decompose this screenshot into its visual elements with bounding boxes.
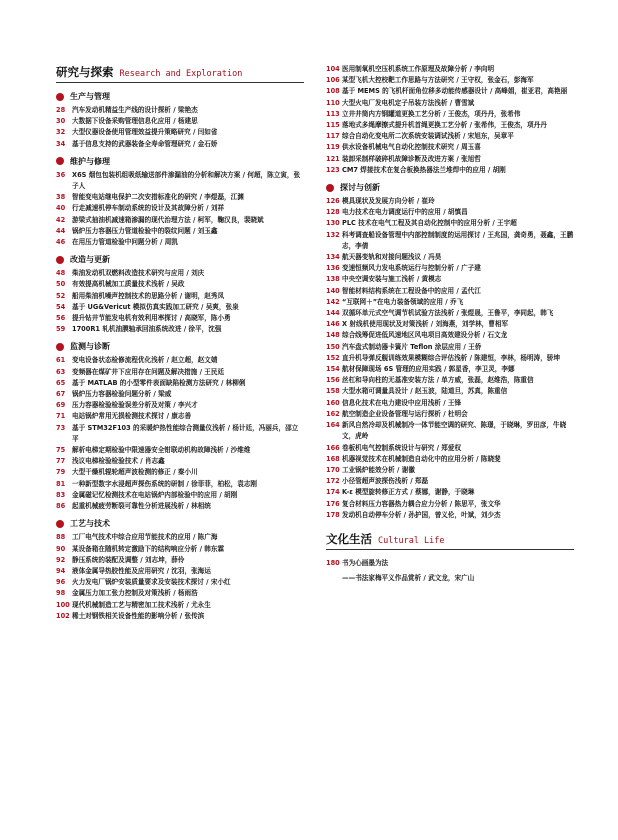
page-number: 154 xyxy=(326,365,340,374)
entry-title: 在用压力管道检验中问题分析 / 周凯 xyxy=(72,238,178,247)
toc-entry[interactable] xyxy=(326,398,574,409)
entry-title: 医用制氧机空压机系统工作原理及故障分析 / 李向明 xyxy=(342,65,495,73)
page-number: 123 xyxy=(326,165,340,174)
toc-entry[interactable] xyxy=(326,558,574,569)
page-number: 32 xyxy=(56,128,66,137)
toc-entry[interactable] xyxy=(56,479,304,490)
page-number: 126 xyxy=(326,197,340,206)
page-number: 71 xyxy=(56,412,66,421)
toc-entry[interactable] xyxy=(56,355,304,366)
entry-title: 汽车发动机精益生产线的设计探析 / 梁艳杰 xyxy=(72,106,198,114)
entry-title: 大型仪器设备使用管理效益提升策略研究 / 闫如省 xyxy=(72,128,218,137)
entry-title: 基于 MATLAB 的小型零件表面缺陷检测方法研究 / 林柳俐 xyxy=(72,378,246,387)
entry-title: 行走减速机停车制动系统的设计及其故障分析 / 刘祥 xyxy=(72,204,225,213)
category-title: 生产与管理 xyxy=(70,92,110,101)
bullet-dot-icon xyxy=(56,157,64,165)
entry-title: 智能材料结构系统在工程设备中的应用 / 孟代江 xyxy=(342,286,481,295)
entry-title: 一种新型数字水浸超声探伤系统的研制 / 徐菲菲，柏松，袁志刚 xyxy=(72,479,258,488)
page-number: 50 xyxy=(56,280,66,289)
left-category-list xyxy=(56,91,304,622)
page-number: 115 xyxy=(326,121,340,130)
entry-title: 航材保障现场 6S 管理的应用实践 / 郭星香，李卫灵，李娜 xyxy=(342,365,515,374)
entry-title: 综合线筹促进低风速地区风电项目高效建设分析 / 石文龙 xyxy=(342,331,508,340)
page-number: 170 xyxy=(326,465,340,474)
page-number: 178 xyxy=(326,510,340,519)
section-title-en: Cultural Life xyxy=(378,535,445,546)
toc-entry[interactable] xyxy=(56,400,304,411)
page-number: 138 xyxy=(326,275,340,284)
page-number: 56 xyxy=(56,314,66,323)
right-column xyxy=(326,64,574,584)
toc-entry[interactable] xyxy=(326,131,574,142)
entry-title: 某型飞机大控校靶工作思路与方法研究 / 王守权，张金石，彭海军 xyxy=(342,76,534,85)
toc-entry[interactable] xyxy=(56,279,304,290)
page-number: 121 xyxy=(326,154,340,163)
toc-entry[interactable] xyxy=(326,342,574,353)
entry-title: 航天器变轨和对接问题浅议 / 冯昊 xyxy=(342,253,442,262)
toc-entry[interactable] xyxy=(326,120,574,131)
left-column xyxy=(56,64,304,622)
toc-entry[interactable] xyxy=(326,274,574,285)
page-number: 75 xyxy=(56,446,66,455)
page-number: 30 xyxy=(56,117,66,126)
bullet-dot-icon xyxy=(326,184,334,192)
toc-entry[interactable] xyxy=(326,218,574,229)
culture-entry-list xyxy=(326,558,574,569)
section-title-zh: 文化生活 xyxy=(326,531,372,546)
entry-title: 有效提高机械加工质量技术浅析 / 吴政 xyxy=(72,280,185,289)
page-number: 90 xyxy=(56,544,66,553)
toc-entry[interactable] xyxy=(56,116,304,127)
page-number: 40 xyxy=(56,204,66,213)
toc-entry[interactable] xyxy=(56,490,304,501)
toc-entry[interactable] xyxy=(326,154,574,165)
page-number: 63 xyxy=(56,367,66,376)
entry-title: 锅炉压力容器检验问题分析 / 梁威 xyxy=(72,390,172,399)
page-number: 140 xyxy=(326,286,340,295)
category-header xyxy=(56,518,304,529)
category-header xyxy=(56,254,304,265)
entry-title: PLC 技术在电气工程及其自动化控制中的应用分析 / 王宇超 xyxy=(342,219,517,228)
entry-title: 现代机械制造工艺与精密加工技术浅析 / 尤永生 xyxy=(72,600,211,609)
category-header xyxy=(56,91,304,102)
entry-title: 电力技术在电力调度运行中的应用 / 胡慎昌 xyxy=(342,208,468,217)
entry-title: 科考调查船设备管理中内部控制制度的运用探讨 / 王兆国，龚奇勇，聂鑫，王鹏志，李倩 xyxy=(342,230,574,250)
section-cultural-life xyxy=(326,531,574,584)
entry-title: 双循环单元式空气调节机试验方法浅析 / 张煜晟，王鲁平，李同起，韩飞 xyxy=(342,309,554,318)
page-number: 38 xyxy=(56,193,66,202)
entry-title: K-ε 模型旋转修正方式 / 蔡娜，谢静，于晓琳 xyxy=(342,488,475,497)
page-number: 130 xyxy=(326,219,340,228)
entry-title: 基于 UG&Vericut 模拟仿真实践加工研究 / 吴爽，张泉 xyxy=(72,302,239,311)
toc-entry[interactable] xyxy=(56,411,304,422)
toc-entry[interactable] xyxy=(56,127,304,138)
toc-entry[interactable] xyxy=(56,467,304,478)
bullet-dot-icon xyxy=(56,93,64,101)
entry-title: 书为心画墨为法 xyxy=(342,558,389,567)
page-number: 168 xyxy=(326,454,340,463)
entry-title: 工业锅炉能效分析 / 谢徽 xyxy=(342,465,415,474)
toc-entry[interactable] xyxy=(56,215,304,226)
page-number: 61 xyxy=(56,356,66,365)
toc-entry[interactable] xyxy=(56,611,304,622)
entry-title: 船用柴油机噪声控制技术的思路分析 / 谢明，赵秀凤 xyxy=(72,291,225,300)
category-title: 探讨与创新 xyxy=(340,183,380,193)
page-number: 150 xyxy=(326,342,340,351)
toc-entry[interactable] xyxy=(56,588,304,599)
toc-entry[interactable] xyxy=(56,237,304,248)
category-title: 监测与诊断 xyxy=(70,342,110,352)
entry-title: 卷板机电气控制系统设计与研究 / 郑爱权 xyxy=(342,443,462,452)
toc-entry[interactable] xyxy=(56,555,304,566)
toc-entry[interactable] xyxy=(326,454,574,465)
page-number: 67 xyxy=(56,390,66,399)
toc-entry[interactable] xyxy=(56,566,304,577)
page-number: 119 xyxy=(326,143,340,152)
toc-entry[interactable] xyxy=(56,203,304,214)
page-number: 144 xyxy=(326,309,340,318)
page-number: 73 xyxy=(56,423,66,432)
toc-entry[interactable] xyxy=(326,98,574,109)
page-number: 28 xyxy=(56,106,66,114)
entry-title: 装卸采制样破碎机故障诊断及改进方案 / 张旭哲 xyxy=(342,154,481,163)
bullet-dot-icon xyxy=(56,520,64,528)
toc-entry[interactable] xyxy=(56,456,304,467)
section-header-culture xyxy=(326,531,574,550)
entry-title: 新风自然冷却及机械制冷一体节能空调的研究、陈璟，于晓琳，罗田彦，牛晓文，虎岭 xyxy=(342,421,567,441)
entry-title: 中央空调安装与施工浅析 / 黄模志 xyxy=(342,275,442,284)
category-title: 改造与更新 xyxy=(70,255,110,265)
page-number: 166 xyxy=(326,443,340,452)
category-header xyxy=(56,341,304,352)
toc-entry[interactable] xyxy=(56,302,304,313)
toc-entry[interactable] xyxy=(326,230,574,252)
entry-title: 大型干燥机辊轮超声波检测的修正 / 秦小川 xyxy=(72,468,198,477)
entry-title: X 射线机使用现状及对策浅析 / 刘海燕，刘学林，曹相军 xyxy=(342,320,509,329)
toc-entry[interactable] xyxy=(56,324,304,335)
toc-entry[interactable] xyxy=(56,139,304,150)
page-number: 104 xyxy=(326,65,340,73)
entry-title: 丝杠和导向柱的无基准安装方法 / 单方威，张磊，赵维浩，陈重信 xyxy=(342,376,534,385)
entry-title: 供水设备机械电气自动化控制技术研究 / 周玉喜 xyxy=(342,143,481,152)
page-number: 172 xyxy=(326,477,340,486)
entry-title: 金属压力加工张力控制及对策浅析 / 杨雨浩 xyxy=(72,589,198,598)
toc-entry[interactable] xyxy=(56,268,304,279)
entry-title: 综合自动化变电所二次系统安装调试浅析 / 宋旭东，吴章平 xyxy=(342,132,514,141)
toc-entry[interactable] xyxy=(326,487,574,498)
entry-title: 变电设备状态检修流程优化浅析 / 赵立超，赵文婧 xyxy=(72,356,218,365)
page-number: 146 xyxy=(326,320,340,329)
page-number: 110 xyxy=(326,98,340,107)
toc-entry[interactable] xyxy=(326,319,574,330)
continued-entry-list xyxy=(326,64,574,176)
right-category-list xyxy=(326,182,574,521)
page-number: 81 xyxy=(56,479,66,488)
entry-title: 液体金属导热胶性能及应用研究 / 沈羽，张海运 xyxy=(72,566,211,575)
page-number: 46 xyxy=(56,238,66,247)
category-title: 维护与修理 xyxy=(70,156,110,166)
category-title: 工艺与技术 xyxy=(70,519,110,529)
entry-title: 航空制造企业设备管理与运行探析 / 杜明会 xyxy=(342,409,468,418)
toc-entry[interactable] xyxy=(326,476,574,487)
entry-title: 解析电梯定期检验中限速器安全钳联动机构故障浅析 / 沙维维 xyxy=(72,446,251,455)
entry-title: 落地式多绳摩擦式提升机首绳更换工艺分析 / 张希伟，王俊杰，项丹丹 xyxy=(342,121,547,130)
entry-title: 基于 MEMS 的飞机杆面角位移多动能传感器设计 / 高峰娟，崔亚君，高艳丽 xyxy=(342,87,568,96)
toc-entry[interactable] xyxy=(326,499,574,510)
entry-title: 大数据下设备采购管理信息化应用 / 杨建思 xyxy=(72,117,198,126)
section-header-research xyxy=(56,64,304,83)
page-number: 164 xyxy=(326,421,340,430)
entry-title: 压力容器检验检验误差分析及对策 / 李兴才 xyxy=(72,401,198,410)
toc-entry[interactable] xyxy=(56,600,304,611)
toc-entry[interactable] xyxy=(326,353,574,364)
toc-entry[interactable] xyxy=(326,252,574,263)
toc-entry[interactable] xyxy=(56,226,304,237)
entry-title: 锅炉压力容器压力管道检验中的裂纹问题 / 刘玉鑫 xyxy=(72,226,218,235)
section-title-zh: 研究与探索 xyxy=(56,65,114,79)
page-number: 100 xyxy=(56,600,70,609)
page-number: 176 xyxy=(326,499,340,508)
page-number: 59 xyxy=(56,325,66,334)
entry-title: 直升机导弹反舰训练效果模糊综合评估浅析 / 陈建恒，李林，杨明涛，骄坤 xyxy=(342,353,560,362)
entry-title: 信息化技术在电力建设中应用浅析 / 王锋 xyxy=(342,398,462,407)
page-number: 83 xyxy=(56,490,66,499)
toc-entry[interactable] xyxy=(326,109,574,120)
page-number: 44 xyxy=(56,226,66,235)
toc-entry[interactable] xyxy=(56,577,304,588)
entry-title: 稀土对钢铁相关设备性能的影响分析 / 张传滨 xyxy=(72,611,205,620)
toc-entry[interactable] xyxy=(56,389,304,400)
page-number: 48 xyxy=(56,269,66,278)
toc-entry[interactable] xyxy=(326,510,574,521)
page-number: 98 xyxy=(56,589,66,598)
entry-title: 柴油发动机双燃料改造技术研究与应用 / 刘庆 xyxy=(72,269,205,278)
page-number: 65 xyxy=(56,378,66,387)
page-number: 134 xyxy=(326,253,340,262)
page-number: 94 xyxy=(56,566,66,575)
toc-entry[interactable] xyxy=(56,544,304,555)
page-number: 79 xyxy=(56,468,66,477)
toc-entry[interactable] xyxy=(326,64,574,75)
toc-entry[interactable] xyxy=(326,297,574,308)
entry-title: 起重机械疲劳断裂可靠性分析进展浅析 / 林相统 xyxy=(72,502,211,511)
entry-title: 1700R1 轧机油膜轴承回油系统改进 / 徐平，沈强 xyxy=(72,325,222,334)
toc-entry[interactable] xyxy=(56,291,304,302)
page-number: 162 xyxy=(326,409,340,418)
toc-entry[interactable] xyxy=(326,207,574,218)
page-number: 88 xyxy=(56,533,66,542)
toc-entry[interactable] xyxy=(326,409,574,420)
page-number: 142 xyxy=(326,297,340,306)
bullet-dot-icon xyxy=(56,256,64,264)
page-number: 174 xyxy=(326,488,340,497)
culture-byline: ——书法家梅平义作品赏析 / 武文龙，宋广山 xyxy=(342,574,475,583)
toc-entry[interactable] xyxy=(56,378,304,389)
page-number: 132 xyxy=(326,230,340,239)
entry-title: 某设备箱在随机转定激励下的结构响应分析 / 韩东霖 xyxy=(72,544,225,553)
toc-entry[interactable] xyxy=(326,165,574,176)
page-number: 160 xyxy=(326,398,340,407)
page-number: 180 xyxy=(326,558,340,567)
entry-title: 工厂电气技术中综合应用节能技术的应用 / 陈广海 xyxy=(72,533,218,542)
category-header xyxy=(56,156,304,167)
page-number: 108 xyxy=(326,87,340,96)
page-number: 128 xyxy=(326,208,340,217)
entry-title: 变频器在煤矿井下应用存在问题及解决措施 / 王民廷 xyxy=(72,367,225,376)
entry-title: 基于信息支持的武器装备全寿命管理研究 / 金石娇 xyxy=(72,139,218,148)
page-number: 113 xyxy=(326,109,340,118)
entry-title: 立井井筒内方钢罐道更换工艺分析 / 王俊杰，项丹丹，张希伟 xyxy=(342,109,521,118)
category-header xyxy=(326,182,574,193)
toc-entry[interactable] xyxy=(326,308,574,319)
page-number: 158 xyxy=(326,387,340,396)
entry-title: 大型火电厂发电机定子吊装方法浅析 / 曹雪斌 xyxy=(342,98,475,107)
toc-entry[interactable] xyxy=(326,86,574,97)
entry-title: 发动机自动停车分析 / 孙护国，曾义伦，叶斌，刘少杰 xyxy=(342,510,501,519)
toc-entry[interactable] xyxy=(56,170,304,192)
section-title-en: Research and Exploration xyxy=(119,69,243,79)
entry-title: CM7 焊接技术在复合板换热器法兰堆焊中的应用 / 胡刚 xyxy=(342,165,506,174)
page-number: 52 xyxy=(56,291,66,300)
toc-entry[interactable] xyxy=(326,386,574,397)
toc-entry[interactable] xyxy=(326,465,574,476)
page-number: 77 xyxy=(56,457,66,466)
entry-title: 火力发电厂锅炉安装质量要求及安装技术探讨 / 宋小红 xyxy=(72,578,231,587)
entry-title: X6S 烟包包装机组吸纸输送部件渗漏油的分析和解决方案 / 何超，陈立寅，张子人 xyxy=(72,170,301,191)
entry-title: 智能变电站继电保护二次安措标准化的研究 / 李煜磊，江渊 xyxy=(72,193,244,202)
entry-title: 金属磁记忆检测技术在电站锅炉内部检验中的应用 / 胡刚 xyxy=(72,490,238,499)
entry-title: 机器视觉技术在机械制造自动化中的应用分析 / 陈晓斐 xyxy=(342,454,501,463)
page-number: 42 xyxy=(56,215,66,224)
entry-title: 小径管超声波探伤浅析 / 郑磊 xyxy=(342,477,429,486)
toc-entry[interactable] xyxy=(56,192,304,203)
page-number: 36 xyxy=(56,170,66,179)
page-number: 117 xyxy=(326,132,340,141)
toc-entry[interactable] xyxy=(326,286,574,297)
entry-title: 复合材料压力容器热力耦合应力分析 / 陈思平，张文华 xyxy=(342,499,501,508)
toc-entry[interactable] xyxy=(56,445,304,456)
toc-entry[interactable] xyxy=(326,375,574,386)
entry-title: 变速恒频风力发电系统运行与控制分析 / 广子建 xyxy=(342,264,481,273)
toc-entry[interactable] xyxy=(56,423,304,445)
page-number: 34 xyxy=(56,139,66,148)
entry-title: 模具现状及发展方向分析 / 崔玲 xyxy=(342,197,435,206)
page-number: 152 xyxy=(326,353,340,362)
toc-entry[interactable] xyxy=(326,330,574,341)
entry-title: 游梁式抽油机减速箱渗漏的现代治理方法 / 柯军，鞠汉良，裴晓斌 xyxy=(72,215,264,224)
page-number: 136 xyxy=(326,264,340,273)
toc-entry[interactable] xyxy=(56,105,304,116)
page-number: 69 xyxy=(56,401,66,410)
entry-title: 电站锅炉常用无损检测技术探讨 / 康志善 xyxy=(72,412,192,421)
entry-title: 静压系统的装配及调整 / 刘志坤，薛伶 xyxy=(72,555,185,564)
page-number: 106 xyxy=(326,76,340,85)
page-number: 148 xyxy=(326,331,340,340)
entry-title: 汽车盘式制动器卡簧片 Teflon 涂层应用 / 王侨 xyxy=(342,342,482,351)
toc-entry[interactable] xyxy=(326,142,574,153)
toc-entry[interactable] xyxy=(326,364,574,375)
page-number: 96 xyxy=(56,578,66,587)
page-number: 156 xyxy=(326,376,340,385)
toc-entry[interactable] xyxy=(56,313,304,324)
page-number: 92 xyxy=(56,555,66,564)
toc-entry[interactable] xyxy=(56,532,304,543)
entry-title: 大型水箱可调量具设计 / 赵玉波，陆道旦，苏真，陈重信 xyxy=(342,387,508,396)
toc-entry[interactable] xyxy=(56,501,304,512)
toc-entry[interactable] xyxy=(326,443,574,454)
entry-title: 浅议电梯检验检验技术 / 肖志鑫 xyxy=(72,457,165,466)
toc-entry[interactable] xyxy=(326,75,574,86)
page-number: 54 xyxy=(56,302,66,311)
page-number: 86 xyxy=(56,502,66,511)
entry-title: 基于 STM32F103 的采暖炉热性能综合测量仪浅析 / 杨计廷，冯丽兵，邵立平 xyxy=(72,423,299,443)
toc-entry[interactable] xyxy=(326,420,574,442)
entry-title: “互联网＋”在电力装备领域的应用 / 乔飞 xyxy=(342,297,464,306)
toc-entry[interactable] xyxy=(326,263,574,274)
toc-entry[interactable] xyxy=(326,196,574,207)
entry-title: 提升钻井节能发电机有效利用率探讨 / 高晓军，陈小勇 xyxy=(72,314,231,323)
page-number: 102 xyxy=(56,611,70,620)
bullet-dot-icon xyxy=(56,343,64,351)
toc-entry[interactable] xyxy=(56,367,304,378)
